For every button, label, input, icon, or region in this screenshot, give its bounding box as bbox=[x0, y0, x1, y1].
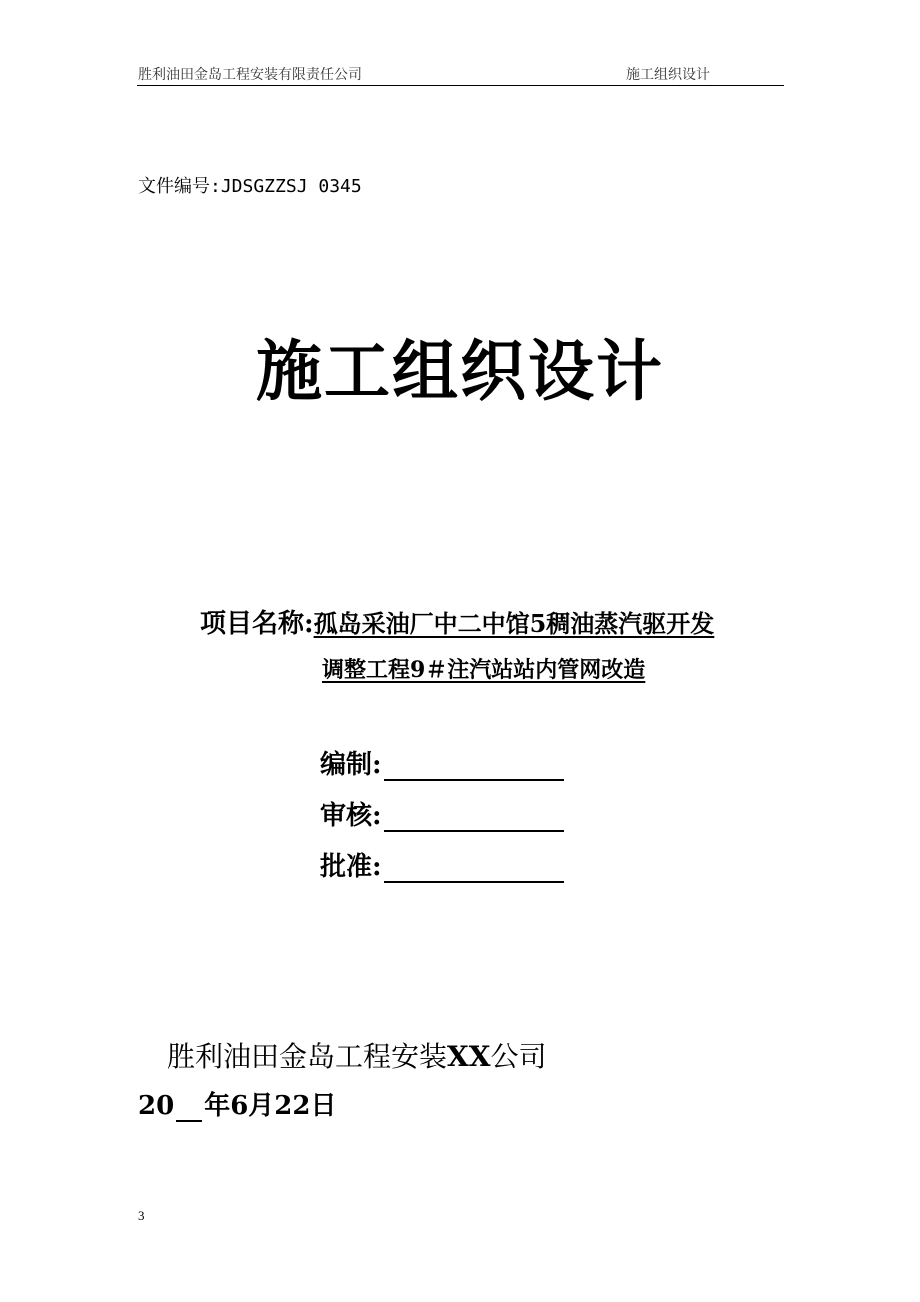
compile-signature-line bbox=[384, 751, 564, 781]
project-name-line-2 bbox=[322, 653, 645, 684]
date-year-blank bbox=[176, 1096, 202, 1122]
project-name-text-2: 调整工程9＃注汽站站内管网改造 bbox=[322, 657, 646, 683]
document-date bbox=[138, 1085, 336, 1122]
date-year-prefix: 20 bbox=[138, 1091, 175, 1121]
date-rest: 年6月22日 bbox=[204, 1091, 337, 1121]
header-company: 胜利油田金岛工程安装有限责任公司 bbox=[138, 67, 362, 83]
page-number: 3 bbox=[138, 1208, 145, 1223]
project-name-label: 项目名称: bbox=[200, 609, 314, 639]
signature-approve bbox=[320, 846, 564, 883]
compile-label: 编制: bbox=[320, 750, 382, 780]
signature-review bbox=[320, 795, 564, 832]
company-name-prefix: 胜利油田金岛工程安装 bbox=[167, 1040, 448, 1073]
header-divider bbox=[137, 85, 784, 86]
header-doc-type: 施工组织设计 bbox=[626, 67, 710, 83]
company-name-suffix: 公司 bbox=[490, 1040, 547, 1073]
company-footer bbox=[167, 1035, 546, 1075]
page-title: 施工组织设计 bbox=[256, 332, 664, 410]
review-signature-line bbox=[384, 802, 564, 832]
company-name-placeholder: XX bbox=[447, 1040, 491, 1073]
approve-signature-line bbox=[384, 853, 564, 883]
approve-label: 批准: bbox=[320, 852, 382, 882]
project-name-text-1: 孤岛采油厂中二中馆5稠油蒸汽驱开发 bbox=[313, 609, 715, 638]
review-label: 审核: bbox=[320, 801, 382, 831]
signature-compile bbox=[320, 744, 564, 781]
document-number: 文件编号:JDSGZZSJ 0345 bbox=[138, 176, 362, 197]
project-name-line-1 bbox=[200, 603, 714, 640]
